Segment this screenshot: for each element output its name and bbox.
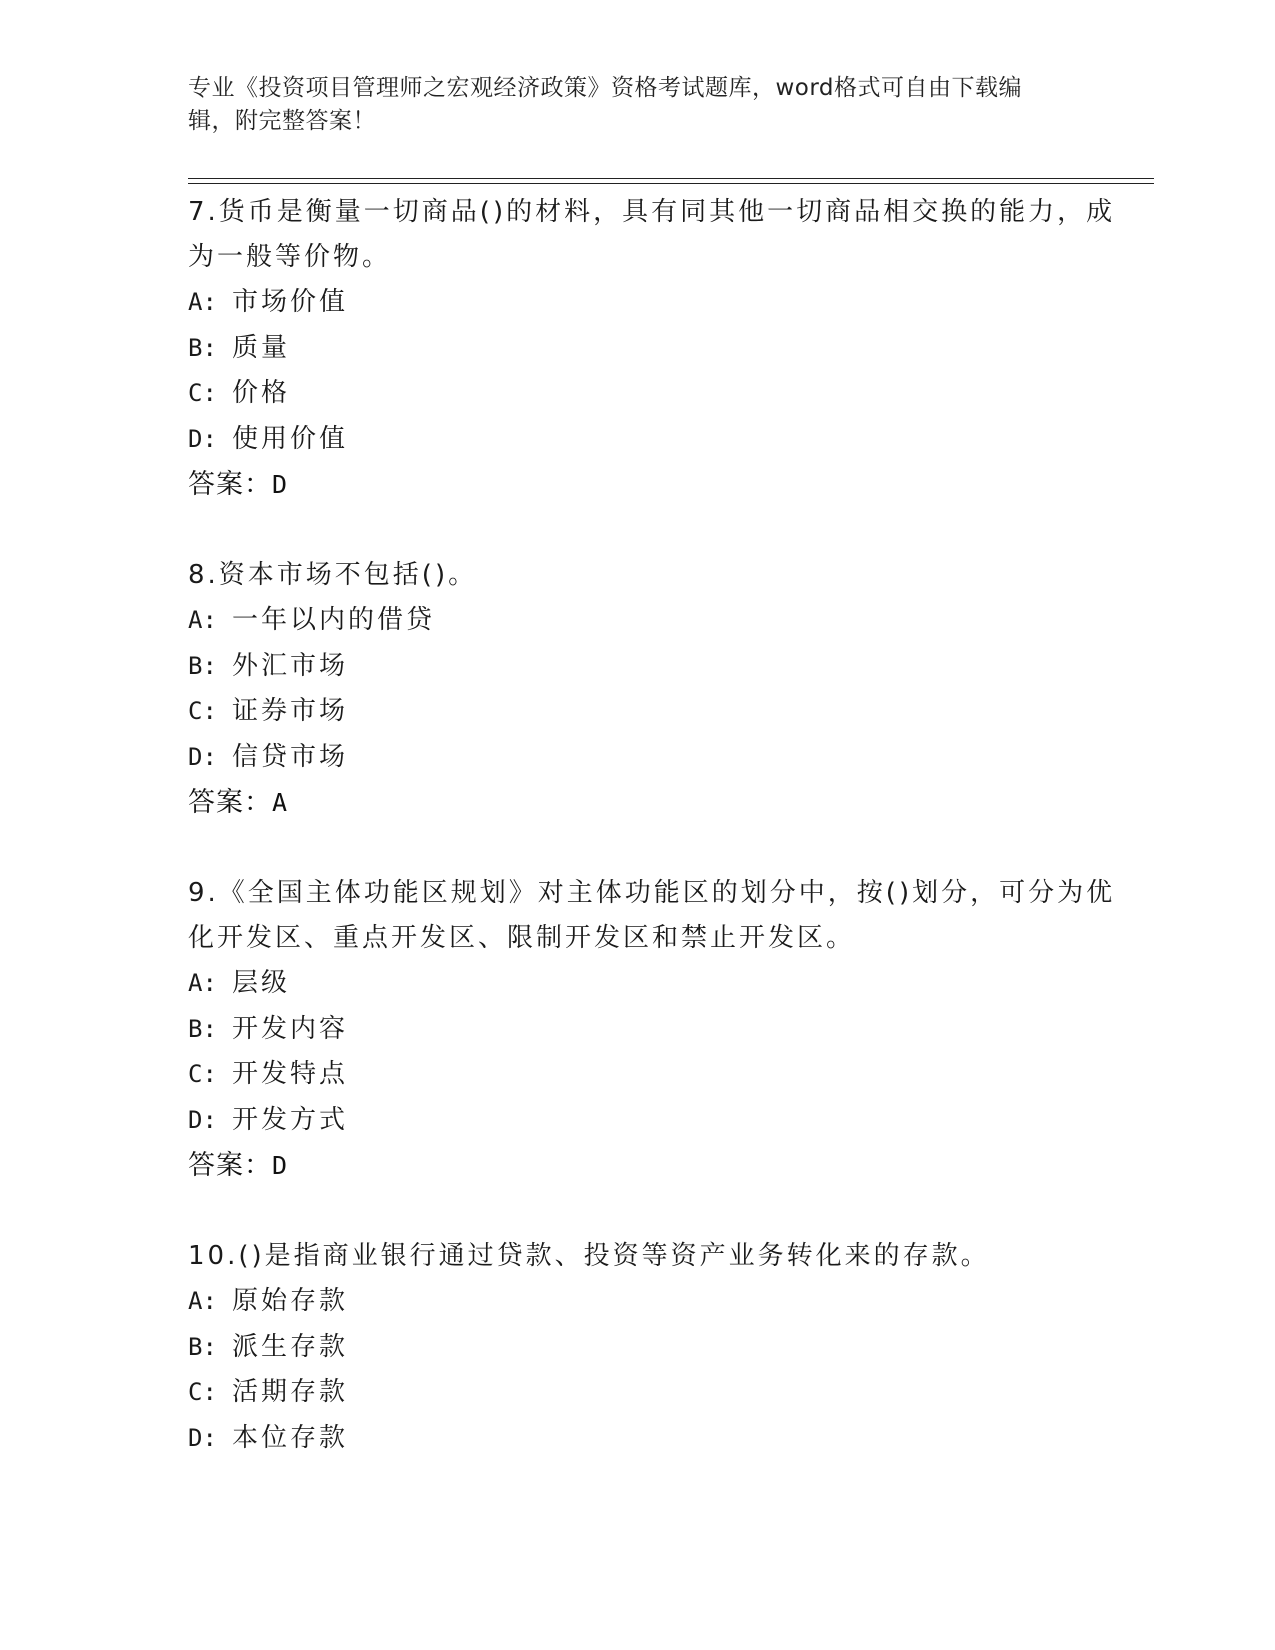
option-key: B: xyxy=(188,1014,217,1043)
option-key: D: xyxy=(188,424,217,453)
option-key: A: xyxy=(188,1287,217,1315)
option-key: D: xyxy=(188,1423,217,1452)
option-d xyxy=(188,1098,1128,1144)
answer-line xyxy=(188,780,1128,825)
option-text: 市场价值 xyxy=(232,287,349,317)
option-text: 开发方式 xyxy=(232,1104,349,1135)
answer-line xyxy=(188,462,1128,507)
option-b xyxy=(188,1007,1128,1053)
option-b xyxy=(188,326,1128,372)
answer-label: 答案： xyxy=(188,469,272,500)
header-rule-top xyxy=(188,178,1154,179)
option-b xyxy=(188,644,1128,690)
question-9 xyxy=(188,871,1128,1188)
question-text: 10.()是指商业银行通过贷款、投资等资产业务转化来的存款。 xyxy=(188,1241,990,1271)
answer-value: D xyxy=(272,1151,288,1180)
option-key: C: xyxy=(188,379,217,407)
option-key: C: xyxy=(188,697,217,725)
option-text: 派生存款 xyxy=(232,1331,349,1362)
header-rule-bottom xyxy=(188,183,1154,184)
option-key: B: xyxy=(188,333,217,362)
option-c xyxy=(188,1052,1128,1098)
option-a xyxy=(188,961,1128,1007)
question-text: 7.货币是衡量一切商品()的材料，具有同其他一切商品相交换的能力，成为一般等价物。 xyxy=(188,197,1116,272)
option-text: 信贷市场 xyxy=(232,741,349,772)
option-b xyxy=(188,1325,1128,1371)
question-10 xyxy=(188,1234,1128,1461)
answer-line xyxy=(188,1143,1128,1188)
option-text: 开发内容 xyxy=(232,1013,349,1044)
answer-value: A xyxy=(272,788,288,817)
option-text: 开发特点 xyxy=(232,1059,349,1089)
option-key: B: xyxy=(188,1332,217,1361)
question-text: 8.资本市场不包括()。 xyxy=(188,560,478,590)
question-list xyxy=(188,190,1128,1507)
option-key: B: xyxy=(188,651,217,680)
option-d xyxy=(188,417,1128,463)
option-text: 活期存款 xyxy=(232,1377,349,1407)
option-a xyxy=(188,280,1128,326)
option-c xyxy=(188,371,1128,417)
option-text: 价格 xyxy=(232,378,291,408)
question-7 xyxy=(188,190,1128,507)
option-key: C: xyxy=(188,1378,217,1406)
option-key: A: xyxy=(188,969,217,997)
option-key: D: xyxy=(188,1105,217,1134)
option-text: 层级 xyxy=(232,968,291,998)
option-text: 原始存款 xyxy=(232,1286,349,1316)
option-d xyxy=(188,735,1128,781)
option-text: 一年以内的借贷 xyxy=(232,605,436,635)
option-text: 证券市场 xyxy=(232,696,349,726)
answer-label: 答案： xyxy=(188,1150,272,1181)
option-key: A: xyxy=(188,288,217,316)
question-8 xyxy=(188,553,1128,825)
option-key: C: xyxy=(188,1060,217,1088)
option-a xyxy=(188,1279,1128,1325)
answer-value: D xyxy=(272,470,288,499)
option-text: 质量 xyxy=(232,332,291,363)
option-c xyxy=(188,689,1128,735)
option-d xyxy=(188,1416,1128,1462)
answer-label: 答案： xyxy=(188,787,272,818)
option-c xyxy=(188,1370,1128,1416)
option-text: 外汇市场 xyxy=(232,650,349,681)
question-text: 9.《全国主体功能区规划》对主体功能区的划分中，按()划分，可分为优化开发区、重点开发区、限制开发区和禁止开发区。 xyxy=(188,878,1116,953)
document-header: 专业《投资项目管理师之宏观经济政策》资格考试题库，word格式可自由下载编辑，附完整答案！ xyxy=(188,75,1023,134)
option-text: 使用价值 xyxy=(232,423,349,454)
option-text: 本位存款 xyxy=(232,1422,349,1453)
option-key: A: xyxy=(188,606,217,634)
option-a xyxy=(188,598,1128,644)
option-key: D: xyxy=(188,742,217,771)
